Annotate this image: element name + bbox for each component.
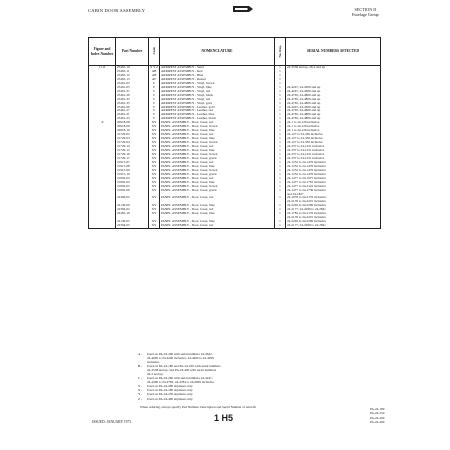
table-cell-nom: PANEL ASSEMBLY - Door, lower, red [160, 208, 275, 212]
table-cell-nom: ARMREST ASSEMBLY - Vinyl, gold [160, 102, 275, 106]
table-cell-sn: and 24-1827 [286, 193, 381, 197]
table-cell-sn: 24-127 to 24-336 inclusive [286, 133, 381, 137]
table-cell-nom: ARMREST ASSEMBLY - Leather, black [160, 117, 275, 121]
table-cell-part: 21729-14 [116, 145, 149, 149]
table-cell-req: 1 [275, 82, 286, 86]
table-cell-req: 1 [275, 224, 286, 228]
table-cell-part: 21915-10 [116, 173, 149, 177]
code-notes [138, 352, 366, 401]
table-cell-sn: 24-2177, 24-2299 to 24-2841 [286, 208, 381, 212]
table-cell-sn: 24-1477 to 24-2122 inclusive [286, 185, 381, 189]
table-cell-nom: PANEL ASSEMBLY - Door, lower, red [160, 161, 275, 165]
issue-date: ISSUED: JANUARY 1973 [92, 420, 132, 424]
table-cell-sn: 24-1477 to 24-1977 inclusive [286, 177, 381, 181]
table-cell-part: 21729-02 [116, 133, 149, 137]
table-cell-part: 25461-23 [116, 117, 149, 121]
table-cell-nom: PANEL ASSEMBLY - Door, lower, blue [160, 165, 275, 169]
table-cell-code: XY [149, 196, 160, 200]
table-cell-req: 1 [275, 153, 286, 157]
table-cell-sn: 24-4765, 24-4806 and up [286, 94, 381, 98]
table-cell-code: XY [149, 185, 160, 189]
table-cell-part: 22130-05 [116, 220, 149, 224]
table-cell-part: 25461-29 [116, 94, 149, 98]
table-cell-req: 1 [275, 113, 286, 117]
table-cell-part: 21729-17 [116, 157, 149, 161]
table-cell-sn: 24-1252 to 24-1476 inclusive [286, 169, 381, 173]
table-cell-req: 1 [275, 145, 286, 149]
table-cell-ref: -9 [89, 121, 116, 125]
table-cell-sn: 24-1252 to 24-1476 inclusive [286, 165, 381, 169]
table-cell-nom: PANEL ASSEMBLY - Door, lower, red [160, 196, 275, 200]
table-cell-part: 20918-09 [116, 125, 149, 129]
table-cell-part: 22130-00 [116, 204, 149, 208]
page-header-section [352, 7, 379, 17]
table-cell-code: XY [149, 224, 160, 228]
table-cell-nom: PANEL ASSEMBLY - Door, lower, red [160, 145, 275, 149]
table-cell-code: AB [149, 70, 160, 74]
table-cell-code: XY [149, 165, 160, 169]
table-cell-part: 21915-07 [116, 161, 149, 165]
table-cell-req: 1 [275, 169, 286, 173]
table-cell-sn: 24-1252 to 24-1476 inclusive [286, 161, 381, 165]
table-cell-code: V [149, 117, 160, 121]
table-cell-code: V [149, 102, 160, 106]
table-cell-req: 1 [275, 125, 286, 129]
table-cell-req: 1 [275, 66, 286, 70]
table-cell-code: XY [149, 204, 160, 208]
table-cell-sn: 24-3558 and up, 26-2 and up [286, 66, 381, 70]
table-header-row [89, 38, 381, 66]
table-cell-req: 1 [275, 185, 286, 189]
page-header-title: CABIN DOOR ASSEMBLY [88, 8, 146, 13]
table-cell-sn: 24-4247, 24-4300 and up [286, 86, 381, 90]
table-cell-code: XY [149, 212, 160, 216]
table-cell-sn: 24-2177, 24-2299 to 24-2841 [286, 224, 381, 228]
code-note [138, 376, 366, 384]
header-required [275, 38, 286, 66]
table-cell-nom: PANEL ASSEMBLY - Door, lower, blue [160, 212, 275, 216]
table-cell-code: V [149, 106, 160, 110]
code-note-key: Y - [138, 392, 143, 397]
table-cell-req: 1 [275, 137, 286, 141]
table-cell-nom: PANEL ASSEMBLY - Door, lower, green [160, 189, 275, 193]
table-cell-part: 22394-05 [116, 224, 149, 228]
code-note-text [147, 352, 214, 364]
table-cell-nom: PANEL ASSEMBLY - Door, lower, red [160, 224, 275, 228]
table-cell-sn: 24-1 to 24-126 inclusive [286, 121, 381, 125]
table-cell-code: XY [149, 137, 160, 141]
table-cell-nom: ARMREST ASSEMBLY - Leather, blue [160, 113, 275, 117]
table-cell-req: 1 [275, 220, 286, 224]
table-cell-part: 25465-11 [116, 70, 149, 74]
table-cell-part: 25461-05 [116, 86, 149, 90]
table-cell-sn: 24-1978 to 24-2176 inclusive, [286, 196, 381, 200]
table-cell-part: 21992-06 [116, 189, 149, 193]
table-cell-req: 1 [275, 98, 286, 102]
code-note-key: Z - [138, 396, 142, 401]
table-cell-sn: 24-1 to 24-126 inclusive [286, 125, 381, 129]
header-serial-numbers: SERIAL NUMBERS AFFECTED [286, 38, 381, 66]
table-cell-code: X Y Z [150, 65, 159, 69]
table-cell-ref [89, 228, 116, 229]
table-cell-sn: 24-337 to 24-1251 inclusive [286, 157, 381, 161]
table-cell-sn: 24-4765, 24-4806 and up [286, 113, 381, 117]
table-cell-req: 1 [275, 173, 286, 177]
table-cell-nom: PANEL ASSEMBLY - Door, lower, brown [160, 125, 275, 129]
table-cell-sn: 24-337 to 24-1251 inclusive [286, 145, 381, 149]
header-required-text: No. Req. [277, 44, 282, 58]
code-note-key: C - [138, 376, 143, 381]
table-cell-code: V [149, 86, 160, 90]
table-cell-req: 1 [275, 106, 286, 110]
table-cell-code: XY [149, 121, 160, 125]
table-cell-sn: 24-127 to 24-336 inclusive [286, 137, 381, 141]
model-item: PA-24-180 [370, 407, 385, 411]
table-cell-nom: ARMREST ASSEMBLY - Vinyl, blue [160, 86, 275, 90]
table-cell-nom: ARMREST ASSEMBLY - Leather, red [160, 109, 275, 113]
table-cell-code: V [149, 109, 160, 113]
header-code-text: Code [151, 47, 156, 55]
table-cell-req: 1 [275, 196, 286, 200]
table-cell-code: XY [149, 145, 160, 149]
table-cell-code: XY [149, 149, 160, 153]
code-note-line: Used on PA-24-250 airplanes only. [147, 392, 194, 397]
table-cell-req [275, 228, 286, 229]
table-cell-code: V [149, 90, 160, 94]
table-cell-req: 1 [275, 70, 286, 74]
table-row [89, 228, 381, 229]
table-cell-code: XY [149, 157, 160, 161]
table-cell-req: 1 [275, 181, 286, 185]
section-label: SECTION II [354, 7, 377, 12]
table-cell-part: 21729-16 [116, 153, 149, 157]
table-cell-code: XY [149, 153, 160, 157]
table-cell-req: 1 [275, 161, 286, 165]
table-cell-nom: PANEL ASSEMBLY - Door, lower, brown [160, 185, 275, 189]
table-cell-req: 1 [275, 177, 286, 181]
table-cell-sn: 24-1252 to 24-1476 inclusive [286, 173, 381, 177]
table-cell-part: 25461-27 [116, 109, 149, 113]
code-note-text [147, 397, 193, 401]
table-cell-code: XY [149, 133, 160, 137]
code-note-line: Used on PA-24-400 airplanes only. [147, 396, 194, 401]
table-cell-part: 25461-31 [116, 113, 149, 117]
table-cell-req: 1 [275, 129, 286, 133]
table-cell-sn: 24-4765, 24-4806 and up [286, 98, 381, 102]
table-cell-nom: ARMREST ASSEMBLY - Leather, gold [160, 106, 275, 110]
table-cell-code: XY [149, 169, 160, 173]
model-item: PA-24-260 [370, 415, 385, 420]
table-cell-code: V [149, 113, 160, 117]
table-cell-sn: 24-4247, 24-4300 and up [286, 90, 381, 94]
table-cell-sn: 24-2176 to 24-2201 inclusive [286, 200, 381, 204]
table-cell-req: 1 [275, 121, 286, 125]
table-cell-nom: ARMREST ASSEMBLY - Vinyl, brown [160, 82, 275, 86]
table-cell-part: 25461-35 [116, 102, 149, 106]
table-cell-nom: PANEL ASSEMBLY - Door, lower, blue [160, 137, 275, 141]
table-cell-part: 21729-15 [116, 149, 149, 153]
code-note-key: X - [138, 388, 143, 393]
table-cell-req: 1 [275, 212, 286, 216]
table-cell-code: AB [149, 74, 160, 78]
table-cell-nom: ARMREST ASSEMBLY - Vinyl, red [160, 98, 275, 102]
table-cell-part: 21915-08 [116, 165, 149, 169]
table-cell-sn: 24-337 to 24-1251 inclusive [286, 153, 381, 157]
code-note-line: inclusive. [147, 360, 160, 365]
table-cell-code: XY [149, 220, 160, 224]
table-cell-code: V [149, 94, 160, 98]
table-cell-part: 22365-19 [116, 212, 149, 216]
table-cell-code: XY [149, 141, 160, 145]
table-cell-nom: PANEL ASSEMBLY - Door, lower, green [160, 173, 275, 177]
table-cell-nom: PANEL ASSEMBLY - Door, lower, blue [160, 129, 275, 133]
header-nomenclature: NOMENCLATURE [160, 38, 275, 66]
code-note-line: Used on PA-24-260 with serial numbers 24-4247, [147, 376, 213, 381]
table-cell-nom: PANEL ASSEMBLY - Door, lower, green [160, 157, 275, 161]
table-cell-sn: 24-127 to 24-336 inclusive [286, 141, 381, 145]
table-cell-sn: 24-1 to 24-126 inclusive [286, 129, 381, 133]
code-note-line: 24-4000 to 24-4240 inclusive, 24-4260 to 24-4299 [147, 356, 214, 361]
table-cell-nom: PANEL ASSEMBLY - Door, lower, blue [160, 181, 275, 185]
parts-table [88, 37, 381, 229]
table-cell-nom: PANEL ASSEMBLY - Door, lower, blue [160, 220, 275, 224]
header-part-number: Part Number [116, 38, 149, 66]
table-cell-req: 1 [275, 204, 286, 208]
table-cell-nom [160, 228, 275, 229]
table-cell-nom: ARMREST ASSEMBLY - Sand [160, 66, 275, 70]
table-cell-req: 1 [275, 102, 286, 106]
parts-table-body [89, 66, 381, 229]
table-cell-sn: 24-4765, 24-4806 and up [286, 109, 381, 113]
table-cell-nom: ARMREST ASSEMBLY - Vinyl, black [160, 94, 275, 98]
table-cell-req: 1 [275, 165, 286, 169]
table-cell-req: 1 [275, 86, 286, 90]
table-cell-req: 1 [275, 149, 286, 153]
code-note [138, 352, 366, 364]
code-note-line: 26-2 and up. [147, 372, 164, 377]
header-figure: Figure and Index Number [89, 38, 116, 66]
table-cell-code: C [149, 82, 160, 86]
ordering-note: When ordering, always specify Part Number, Description and Serial Number of Aircraft [140, 405, 257, 409]
table-cell-ref: 11-8 [89, 66, 116, 70]
table-cell-code: XY [149, 208, 160, 212]
table-cell-nom: ARMREST ASSEMBLY - Vinyl, red [160, 90, 275, 94]
code-note-line: 24-4300 to 24-4782, 24-4784 to 24-4805 inclusive. [147, 380, 215, 385]
table-cell-sn [286, 228, 381, 229]
table-cell-part: 25461-33 [116, 98, 149, 102]
table-cell-nom: PANEL ASSEMBLY - Door, lower, brown [160, 169, 275, 173]
table-cell-req: 1 [275, 117, 286, 121]
table-cell-part: 21992-02 [116, 177, 149, 181]
table-cell-req: 1 [275, 189, 286, 193]
table-cell-code: XY [149, 181, 160, 185]
table-cell-sn: 24-2202 to 24-2296 inclusive [286, 220, 381, 224]
table-cell-part: 21915-09 [116, 169, 149, 173]
table-cell-part: 22366-02 [116, 196, 149, 200]
table-cell-req: 1 [275, 157, 286, 161]
table-cell-code: XY [149, 189, 160, 193]
table-cell-part: 21992-03 [116, 181, 149, 185]
table-cell-nom: PANEL ASSEMBLY - Door, lower, brown [160, 141, 275, 145]
table-cell-req: 1 [275, 90, 286, 94]
table-cell-code: AV [149, 78, 160, 82]
table-cell-req: 1 [275, 141, 286, 145]
code-note-key: V - [138, 384, 143, 389]
table-cell-req: 1 [275, 109, 286, 113]
code-note [138, 397, 366, 401]
table-cell-part: 21729-04 [116, 141, 149, 145]
table-cell-sn: 24-1782 to 24-2176 inclusive, [286, 212, 381, 216]
code-note-key: A - [138, 352, 143, 356]
table-cell-code: XY [149, 173, 160, 177]
table-cell-sn: 24-4765, 24-4806 and up [286, 102, 381, 106]
table-cell-nom: PANEL ASSEMBLY - Door, lower, blue [160, 149, 275, 153]
table-cell-part: 22394-02 [116, 208, 149, 212]
code-note-text [147, 376, 215, 384]
code-note-key: B - [138, 364, 143, 369]
table-cell-part: 20918-08 [116, 121, 149, 125]
table-cell-code: XY [149, 125, 160, 129]
table-cell-part: 20918-10 [116, 129, 149, 133]
model-item: PA-24-400 [370, 420, 385, 425]
code-note-line: Used on PA-24-180 airplanes only. [147, 388, 194, 393]
table-cell-req: 1 [275, 133, 286, 137]
code-note-line: Used on PA-24-260 with serial numbers 24-3642, [147, 352, 213, 356]
table-cell-sn: 24-2176 to 24-2201 inclusive [286, 216, 381, 220]
table-cell-sn: 24-4247, 24-4300 and up [286, 106, 381, 110]
table-cell-part: 25465-10 [116, 66, 149, 70]
table-cell-nom: PANEL ASSEMBLY - Door, lower, red [160, 121, 275, 125]
group-label: Fuselage Group [352, 12, 379, 17]
table-cell-part: 25461-03 [116, 82, 149, 86]
table-cell-nom: PANEL ASSEMBLY - Door, lower, red [160, 177, 275, 181]
header-code [149, 38, 160, 66]
table-cell-part: 25465-12 [116, 74, 149, 78]
table-cell-part [116, 228, 149, 229]
table-cell-req: 1 [275, 94, 286, 98]
table-cell-part: 21992-05 [116, 185, 149, 189]
model-list [370, 407, 384, 425]
table-cell-nom: PANEL ASSEMBLY - Door, lower, blue [160, 204, 275, 208]
table-cell-nom: PANEL ASSEMBLY - Door, lower, brown [160, 153, 275, 157]
code-note-line: 24-3558 and up, and PA-24-400 with serial numbers [147, 368, 217, 373]
table-cell-sn: 24-1477 to 24-1781 inclusive [286, 181, 381, 185]
table-cell-sn: 24-1477 to 24-1736 inclusive [286, 189, 381, 193]
piper-logo-icon [232, 5, 254, 13]
table-cell-code [149, 228, 160, 229]
code-note-line: Used on PA-24-260 airplanes only. [147, 384, 194, 389]
table-cell-sn: 24-2202 to 24-2296 inclusive [286, 204, 381, 208]
table-cell-code: V [149, 98, 160, 102]
table-cell-part: 21729-03 [116, 137, 149, 141]
table-cell-part: 25461-09 [116, 106, 149, 110]
code-note-text [147, 364, 221, 376]
table-cell-part: 25465-13 [116, 78, 149, 82]
table-cell-req: 1 [275, 74, 286, 78]
table-cell-part: 25461-37 [116, 90, 149, 94]
page-number: 1 H5 [214, 413, 234, 423]
table-cell-nom: ARMREST ASSEMBLY - Red [160, 70, 275, 74]
table-cell-req: 1 [275, 78, 286, 82]
table-cell-code: XY [149, 161, 160, 165]
table-cell-req: 1 [275, 208, 286, 212]
code-note-line: Used on PA-24-180 and PA-24-250 with serial numbers [147, 364, 221, 369]
table-cell-code: XY [149, 129, 160, 133]
table-cell-nom: PANEL ASSEMBLY - Door, lower, red [160, 133, 275, 137]
table-cell-code: XY [149, 177, 160, 181]
model-item: PA-24-250 [370, 411, 385, 416]
table-cell-nom: ARMREST ASSEMBLY - Russet [160, 78, 275, 82]
table-cell-nom: ARMREST ASSEMBLY - Blue [160, 74, 275, 78]
code-note [138, 364, 366, 376]
table-cell-sn: 24-4765, 24-4806 and up [286, 117, 381, 121]
table-cell-sn: 24-337 to 24-1251 inclusive [286, 149, 381, 153]
